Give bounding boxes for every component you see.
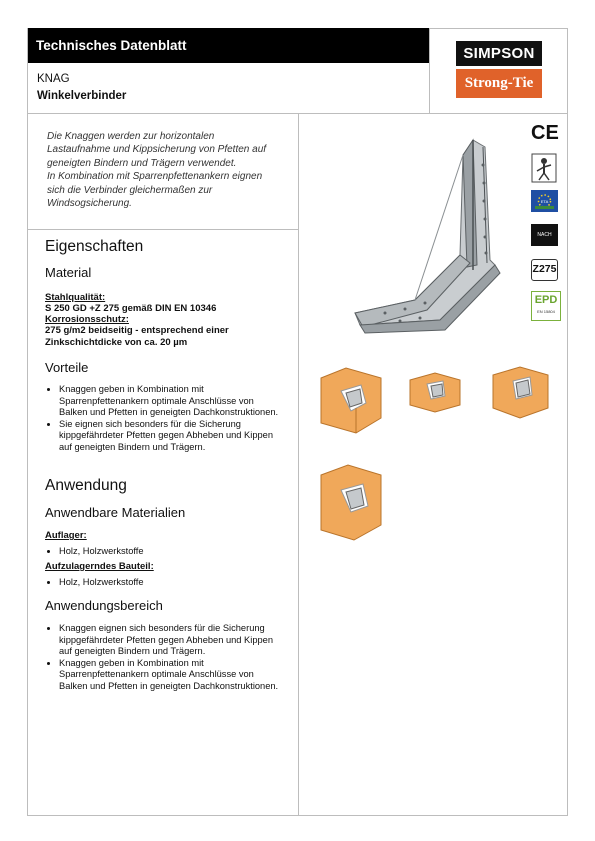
list-item: • Knaggen geben in Kombination mit Sparrenpfettenankern optimale Anschlüsse von Balken und Pfetten in geneigten Dachkonstruktionen. <box>59 658 284 693</box>
heading-material: Material <box>45 265 92 280</box>
korrosion-label: Korrosionsschutz: <box>45 314 129 325</box>
heading-materialien: Anwendbare Materialien <box>45 505 186 520</box>
list-item: • Sie eignen sich besonders für die Sicherung kippgefährdeter Pfetten gegen Abheben und Kippen auf geneigten Bindern und Trägern. <box>59 419 284 454</box>
intro-line: Windsogsicherung. <box>47 198 132 210</box>
korrosion-line-2: Zinkschichtdicke von ca. 20 µm <box>45 337 188 348</box>
bauteil-list <box>45 577 284 589</box>
intro-line: sich die Verbinder gleichermaßen zur <box>47 184 213 196</box>
dark-badge-icon <box>531 224 558 246</box>
list-item: • Holz, Holzwerkstoffe <box>59 546 284 558</box>
ce-mark-icon: CE <box>531 122 559 144</box>
product-code: KNAG <box>37 73 70 85</box>
page-title: Technisches Datenblatt <box>28 28 429 63</box>
simpson-logo <box>456 41 542 98</box>
stahl-label: Stahlqualität: <box>45 292 106 303</box>
epd-icon <box>531 291 561 321</box>
epd-sub-label: EN 15804 <box>537 309 555 314</box>
eta-icon <box>531 190 558 212</box>
logo-bottom-text: Strong-Tie <box>456 69 542 98</box>
heading-anwendungsbereich: Anwendungsbereich <box>45 598 163 613</box>
vorteile-list <box>45 384 284 454</box>
intro-line: geneigten Bindern und Trägern verwendet. <box>47 157 237 169</box>
installation-icon <box>531 153 557 183</box>
application-image-3 <box>488 363 553 423</box>
list-item: • Knaggen geben in Kombination mit Sparrenpfettenankern optimale Anschlüsse von Balken und Pfetten in geneigten Dachkonstruktionen. <box>59 384 284 419</box>
list-item: • Holz, Holzwerkstoffe <box>59 577 284 589</box>
intro-text <box>47 130 302 210</box>
epd-label: EPD <box>534 294 558 306</box>
stahl-value: S 250 GD +Z 275 gemäß DIN EN 10346 <box>45 303 217 314</box>
application-image-2 <box>405 370 465 415</box>
product-image <box>345 135 505 335</box>
eta-label: ETA <box>540 199 549 204</box>
logo-top-text: SIMPSON <box>456 41 542 66</box>
intro-line: In Kombination mit Sparrenpfettenankern eignen <box>47 171 263 183</box>
product-name: Winkelverbinder <box>37 90 127 102</box>
application-image-1 <box>316 363 386 438</box>
bereich-list <box>45 623 284 693</box>
z275-icon: Z275 <box>531 259 558 281</box>
bauteil-label: Aufzulagerndes Bauteil: <box>45 561 154 572</box>
korrosion-line-1: 275 g/m2 beidseitig - entsprechend einer <box>45 325 229 336</box>
list-item: • Knaggen eignen sich besonders für die Sicherung kippgefährdeter Pfetten gegen Abheben und Kippen auf geneigten Bindern und Trägern. <box>59 623 284 658</box>
dark-badge-label: NACH <box>537 232 552 238</box>
heading-eigenschaften: Eigenschaften <box>45 238 144 255</box>
intro-line: Lastaufnahme und Kippsicherung von Pfetten auf <box>47 144 267 156</box>
application-image-4 <box>316 460 386 545</box>
auflager-label: Auflager: <box>45 530 87 541</box>
auflager-list <box>45 546 284 558</box>
heading-anwendung: Anwendung <box>45 477 127 494</box>
intro-line: Die Knaggen werden zur horizontalen <box>47 131 215 142</box>
heading-vorteile: Vorteile <box>45 360 89 375</box>
